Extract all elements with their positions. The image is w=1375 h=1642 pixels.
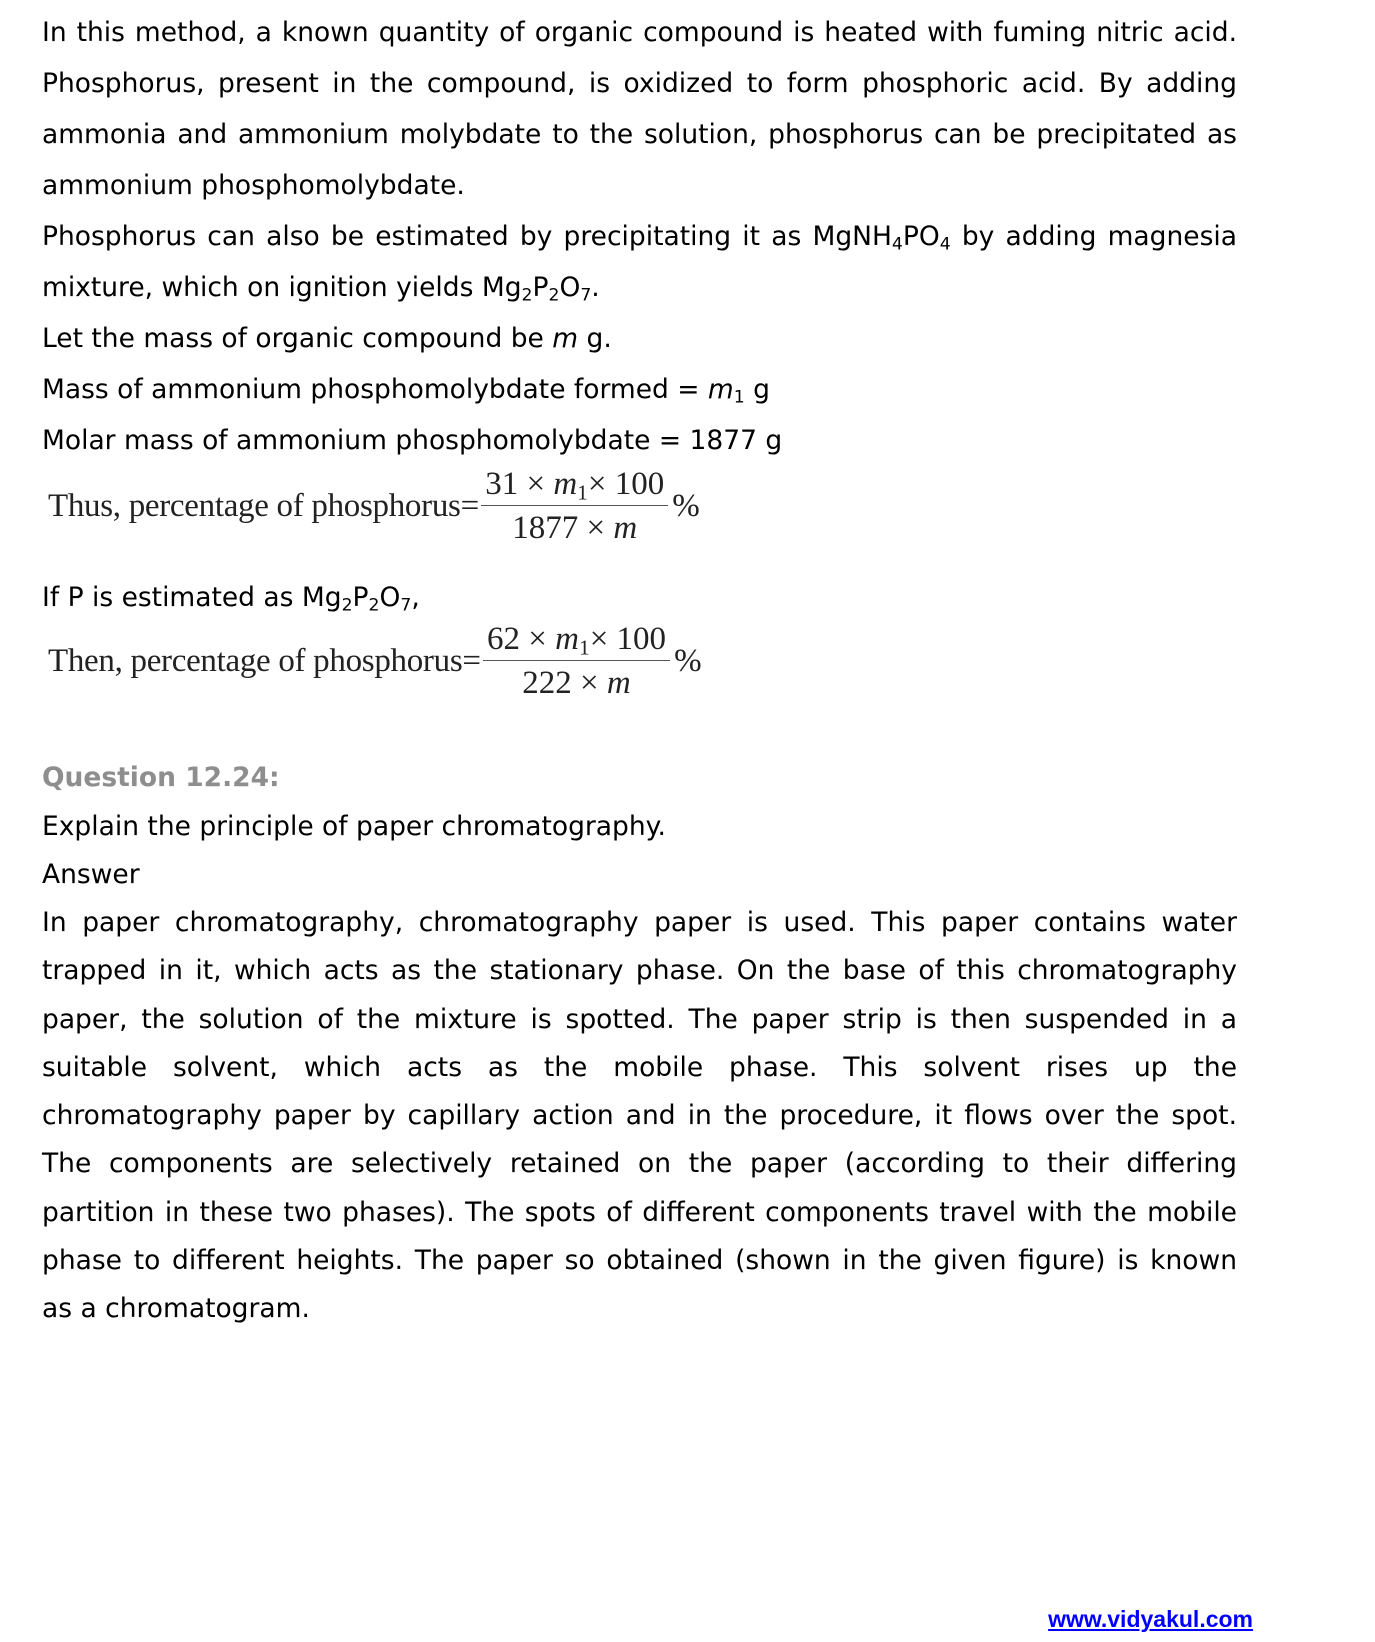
question-text: Explain the principle of paper chromatography. (42, 811, 666, 842)
denominator: 222 × m (522, 665, 631, 701)
formula-lhs: Then, percentage of phosphorus (48, 643, 463, 679)
text-line: partition in these two phases). The spots of different components travel with the mobile (42, 1196, 1237, 1228)
text-line: The components are selectively retained on the paper (according to their differing (42, 1148, 1237, 1180)
numerator: $62 \times m_1\times 100$ (483, 621, 670, 661)
formula-phosphomolybdate (48, 466, 700, 547)
question-block (42, 752, 1237, 1334)
formula-lhs: Thus, percentage of phosphorus (48, 488, 461, 524)
alt-method-line: Phosphorus can also be estimated by precipitating it as $MgNH_4PO_4$ by adding magnesia (42, 221, 1237, 255)
text-line: phase to different heights. The paper so obtained (shown in the given figure) is known (42, 1245, 1237, 1277)
question-title: Question 12.24: (42, 762, 280, 793)
answer-paragraph (42, 899, 1237, 1334)
text-line: ammonium phosphomolybdate. (42, 170, 465, 201)
intro-paragraph (42, 7, 1237, 466)
text-line: Phosphorus, present in the compound, is oxidized to form phosphoric acid. By adding (42, 68, 1237, 99)
vidyakul-link[interactable]: www.vidyakul.com (1048, 1606, 1253, 1632)
text-line: paper, the solution of the mixture is spotted. The paper strip is then suspended in a (42, 1003, 1237, 1035)
denominator: 1877 × m (512, 510, 638, 546)
alt-method-line: mixture, which on ignition yields $Mg_2P_2O_7$. (42, 272, 600, 306)
formula-pyrophosphate (48, 621, 702, 702)
let-mass-line: Let the mass of organic compound be m g. (42, 323, 612, 354)
numerator: $31 \times m_1\times 100$ (481, 466, 668, 506)
equals-sign: = (460, 488, 480, 524)
answer-label: Answer (42, 859, 140, 890)
text-line: In this method, a known quantity of organic compound is heated with fuming nitric acid. (42, 17, 1237, 48)
text-line: as a chromatogram. (42, 1293, 310, 1325)
fraction (483, 621, 670, 702)
text-line: suitable solvent, which acts as the mobile phase. This solvent rises up the (42, 1051, 1237, 1083)
text-line: ammonia and ammonium molybdate to the solution, phosphorus can be precipitated as (42, 119, 1237, 150)
mass-formed-line: Mass of ammonium phosphomolybdate formed = $m_1$ g (42, 374, 770, 408)
percent-sign: % (672, 488, 700, 524)
fraction (481, 466, 668, 547)
text-line: In paper chromatography, chromatography paper is used. This paper contains water (42, 907, 1237, 938)
molar-mass-line: Molar mass of ammonium phosphomolybdate = 1877 g (42, 425, 783, 456)
percent-sign: % (674, 643, 702, 679)
if-p-line: If P is estimated as $Mg_2P_2O_7$, (42, 582, 420, 616)
equals-sign: = (462, 643, 481, 679)
text-line: chromatography paper by capillary action and in the procedure, it flows over the spot. (42, 1100, 1237, 1132)
text-line: trapped in it, which acts as the stationary phase. On the base of this chromatography (42, 955, 1237, 987)
